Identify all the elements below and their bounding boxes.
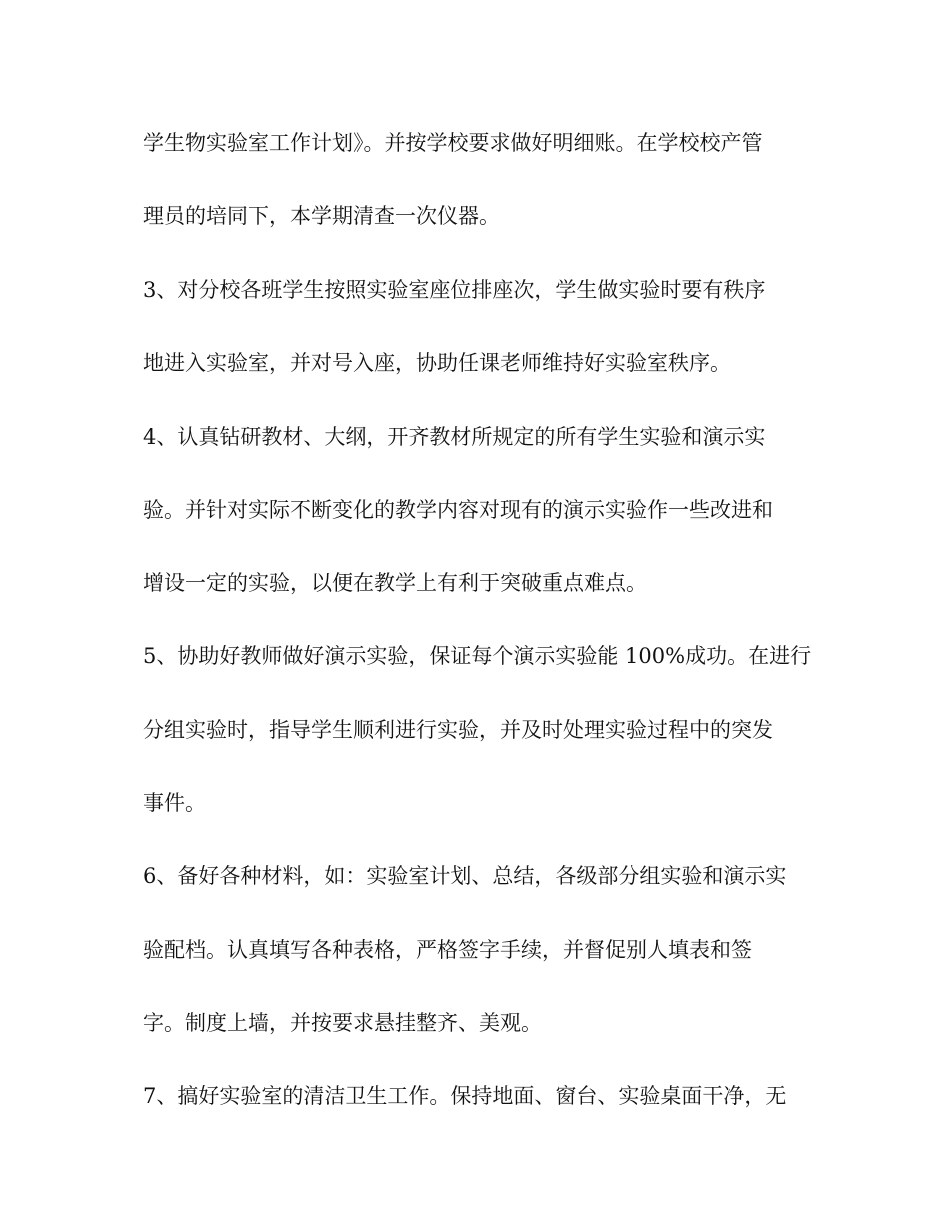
text-line: 5、协助好教师做好演示实验，保证每个演示实验能 100%成功。在进行 <box>143 644 812 668</box>
text-line: 字。制度上墙，并按要求悬挂整齐、美观。 <box>143 1011 542 1035</box>
text-line: 验。并针对实际不断变化的教学内容对现有的演示实验作一些改进和 <box>143 498 773 522</box>
text-line: 增设一定的实验，以便在教学上有利于突破重点难点。 <box>143 571 647 595</box>
text-line: 事件。 <box>143 791 206 815</box>
text-line: 地进入实验室，并对号入座，协助任课老师维持好实验室秩序。 <box>143 351 731 375</box>
text-line: 4、认真钻研教材、大纲，开齐教材所规定的所有学生实验和演示实 <box>143 425 766 449</box>
text-line: 理员的培同下，本学期清查一次仪器。 <box>143 204 500 228</box>
text-line: 分组实验时，指导学生顺利进行实验，并及时处理实验过程中的突发 <box>143 718 773 742</box>
text-line: 7、搞好实验室的清洁卫生工作。保持地面、窗台、实验桌面干净，无 <box>143 1084 787 1108</box>
text-line: 3、对分校各班学生按照实验室座位排座次，学生做实验时要有秩序 <box>143 278 766 302</box>
text-line: 验配档。认真填写各种表格，严格签字手续，并督促别人填表和签 <box>143 938 752 962</box>
text-line: 学生物实验室工作计划》。并按学校要求做好明细账。在学校校产管 <box>143 131 763 155</box>
text-line: 6、备好各种材料，如：实验室计划、总结，各级部分组实验和演示实 <box>143 864 787 888</box>
